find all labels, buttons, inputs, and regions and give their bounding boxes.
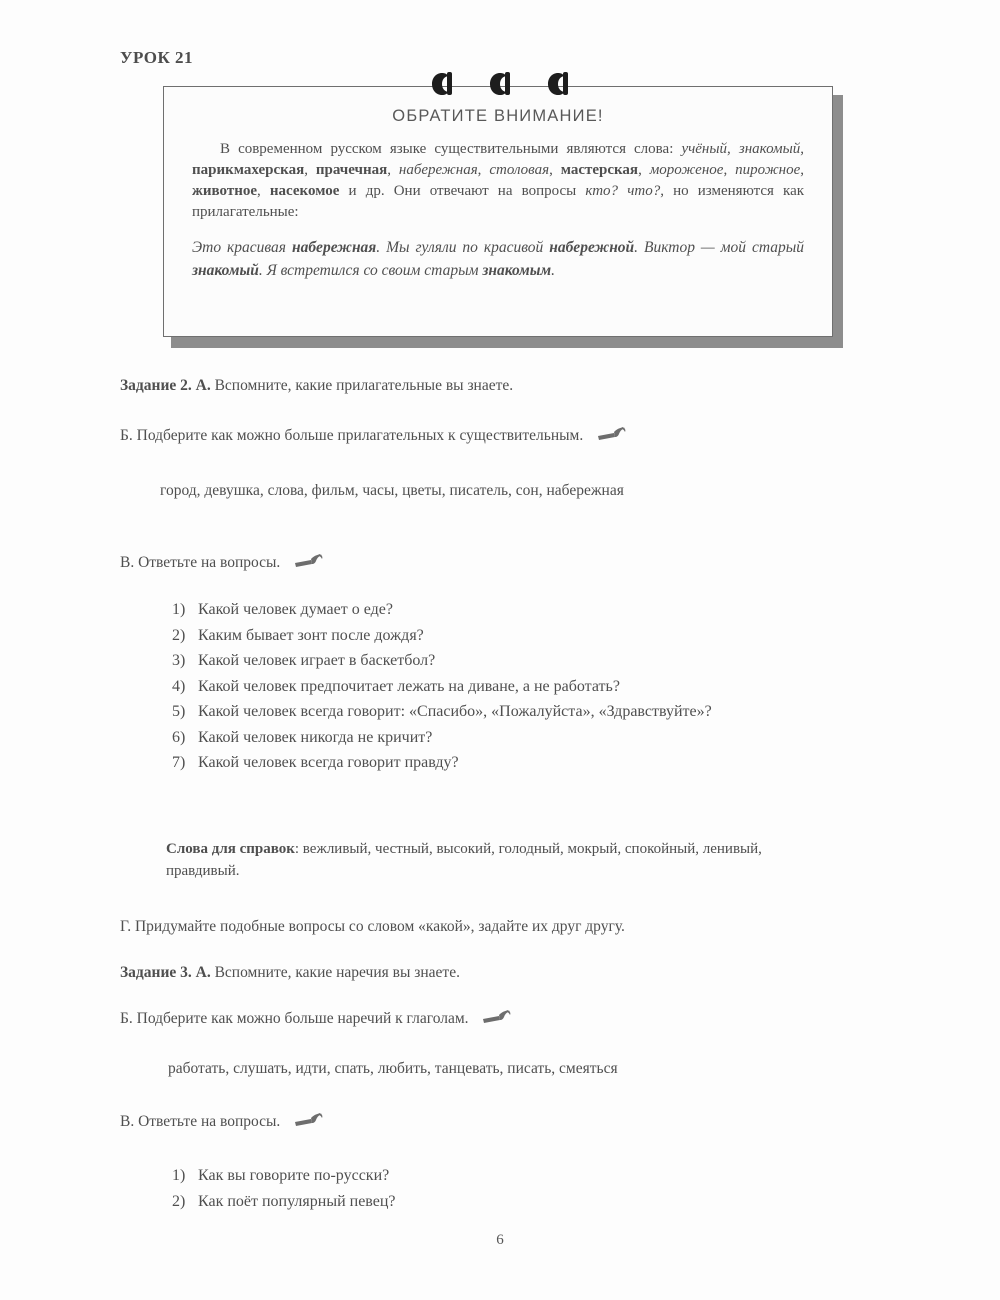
task2-hint-words: Слова для справок: вежливый, честный, высокий, голодный, мокрый, спокойный, ленивый, правдивый. [166, 841, 762, 879]
question-number: 1) [172, 1167, 186, 1184]
question-number: 6) [172, 728, 186, 746]
question-text: Каким бывает зонт после дождя? [198, 626, 424, 644]
note-paragraph: В современном русском языке существительными являются слова: учёный, знакомый, парикмахерская, прачечная, набережная, столовая, мастерская, мороженое, пирожное, животное, насекомое и др. Они отвечают на вопросы кто? что?, но изменяются как прилагательные: [192, 141, 805, 220]
task2-part-b [120, 424, 627, 450]
task3-part-v-text: В. Ответьте на вопросы. [120, 1113, 281, 1130]
pencil-write-icon [294, 1113, 324, 1136]
page-number: 6 [496, 1232, 504, 1248]
question-number: 4) [172, 677, 186, 695]
question-text: Как поёт популярный певец? [198, 1192, 396, 1210]
task3-part-a: Задание 3. А. Вспомните, какие наречия вы знаете. [120, 964, 460, 981]
question-text: Какой человек предпочитает лежать на диване, а не работать? [198, 677, 620, 695]
attention-note [163, 86, 835, 339]
list-item [172, 1163, 822, 1189]
task3-part-b [120, 1007, 512, 1033]
lesson-header: УРОК 21 [120, 48, 194, 67]
pencil-write-icon [482, 1010, 512, 1033]
question-text: Какой человек всегда говорит правду? [198, 754, 459, 771]
list-item [172, 674, 822, 700]
note-box [163, 86, 833, 337]
list-item [172, 1189, 822, 1215]
task2-question-list [172, 597, 822, 776]
task2-part-a: Задание 2. А. Вспомните, какие прилагательные вы знаете. [120, 377, 514, 394]
note-examples: Это красивая набережная. Мы гуляли по красивой набережной. Виктор — мой старый знакомый. Я встретился со своим старым знакомым. [192, 239, 804, 279]
task2-part-v-text: В. Ответьте на вопросы. [120, 554, 281, 571]
question-number: 7) [172, 754, 186, 771]
list-item [172, 725, 822, 751]
list-item [172, 699, 822, 725]
list-item [172, 623, 822, 649]
pencil-write-icon [597, 427, 627, 450]
task2-part-v [120, 551, 324, 577]
question-number: 1) [172, 601, 186, 618]
question-text: Как вы говорите по-русски? [198, 1167, 390, 1184]
question-number: 2) [172, 1192, 186, 1210]
list-item [172, 648, 822, 674]
list-item [172, 597, 822, 623]
task3-part-b-text: Б. Подберите как можно больше наречий к глаголам. [120, 1010, 469, 1027]
question-number: 3) [172, 652, 186, 669]
note-title: ОБРАТИТЕ ВНИМАНИЕ! [392, 107, 604, 125]
task2-part-b-text: Б. Подберите как можно больше прилагательных к существительным. [120, 427, 584, 444]
pencil-write-icon [294, 554, 324, 577]
task3-verb-list: работать, слушать, идти, спать, любить, танцевать, писать, смеяться [168, 1060, 618, 1077]
task2-part-g: Г. Придумайте подобные вопросы со словом «какой», задайте их друг другу. [120, 918, 625, 935]
task3-part-v [120, 1110, 324, 1136]
question-text: Какой человек играет в баскетбол? [198, 652, 436, 669]
task2-noun-list: город, девушка, слова, фильм, часы, цветы, писатель, сон, набережная [160, 482, 624, 499]
list-item [172, 750, 822, 776]
question-number: 2) [172, 626, 186, 644]
task3-question-list [172, 1163, 822, 1214]
question-text: Какой человек всегда говорит: «Спасибо», «Пожалуйста», «Здравствуйте»? [198, 703, 712, 720]
question-number: 5) [172, 703, 186, 720]
question-text: Какой человек думает о еде? [198, 601, 393, 618]
question-text: Какой человек никогда не кричит? [198, 728, 433, 746]
